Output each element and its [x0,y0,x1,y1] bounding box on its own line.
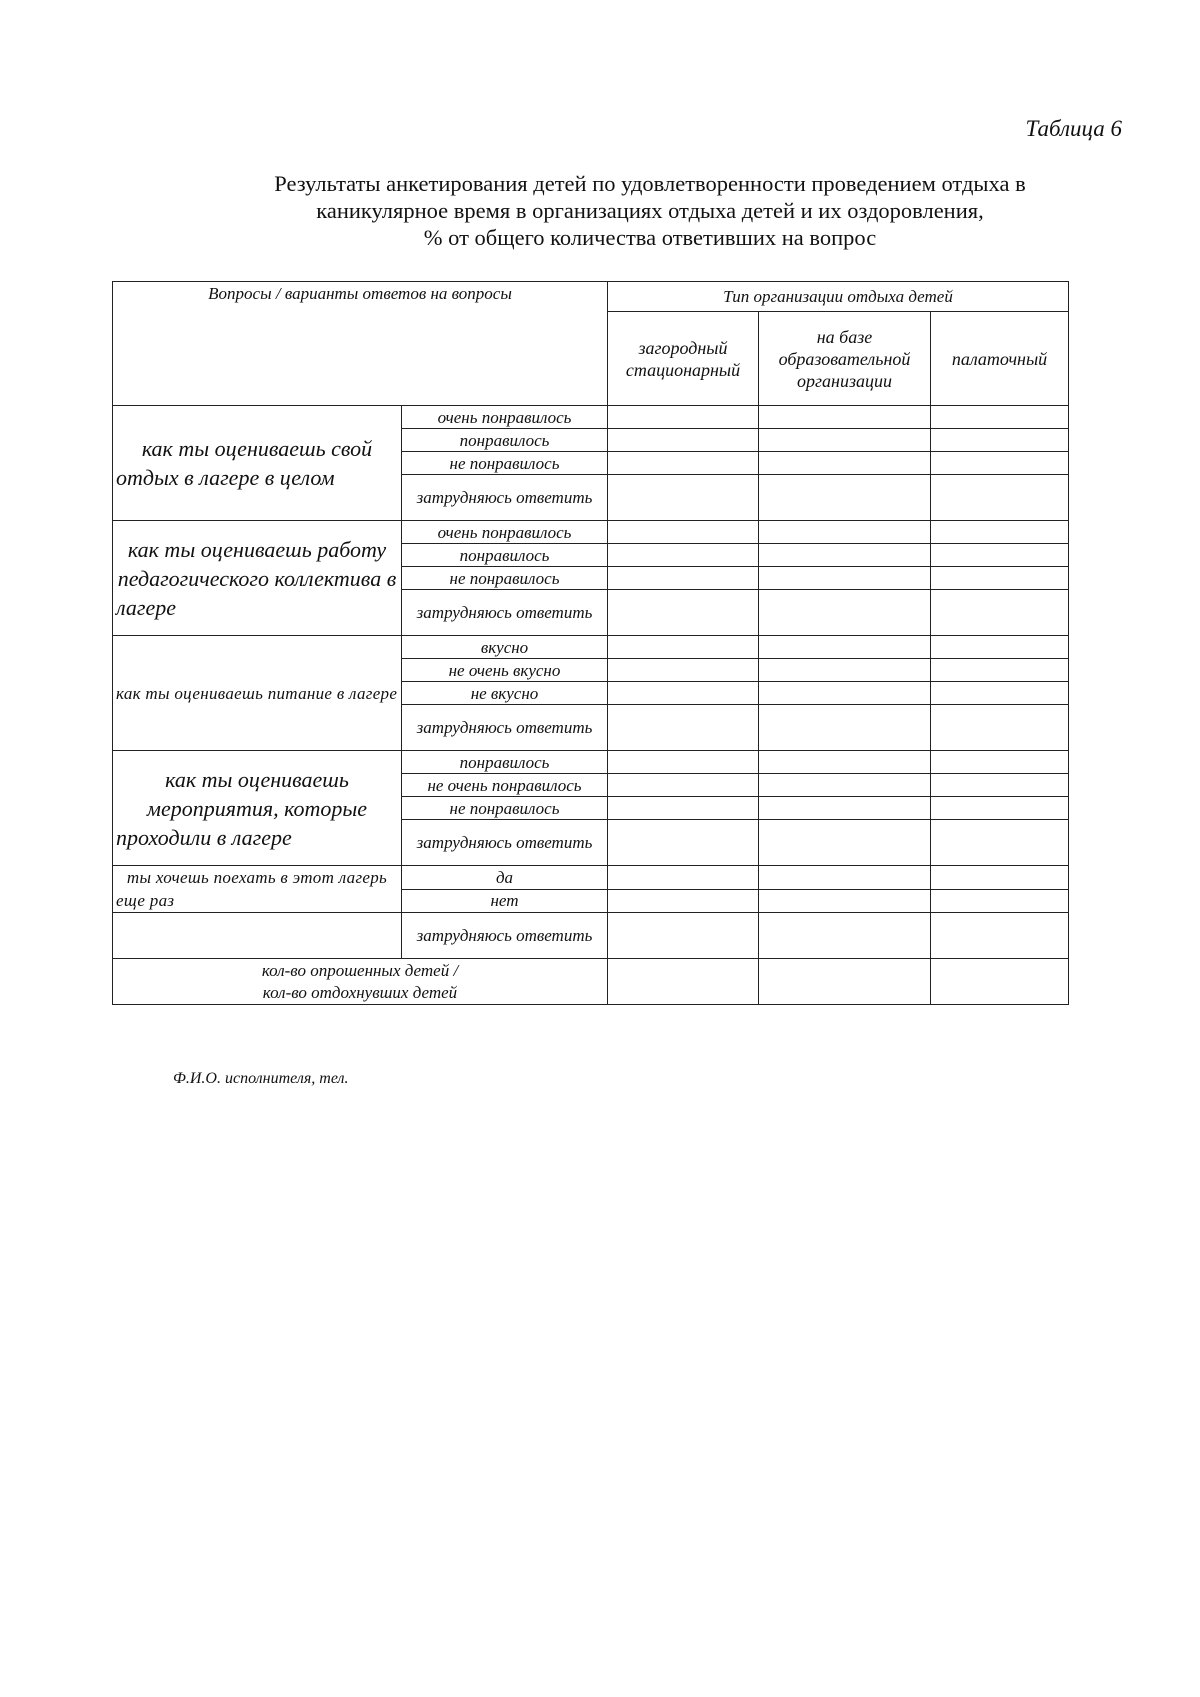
value-cell[interactable] [931,751,1069,774]
question-cell: как ты оцениваешь питание в лагере [113,636,402,751]
value-cell[interactable] [931,406,1069,429]
question-cell: как ты оцениваешь работу педагогического коллектива в лагере [113,521,402,636]
value-cell[interactable] [608,590,759,636]
value-cell[interactable] [931,959,1069,1005]
table-header-row [113,282,1069,312]
title-line-3: % от общего количества ответивших на вопрос [423,225,877,250]
value-cell[interactable] [608,705,759,751]
answer-cell: не понравилось [402,567,608,590]
answer-cell: не понравилось [402,452,608,475]
value-cell[interactable] [608,820,759,866]
table-row [113,913,1069,959]
value-cell[interactable] [759,429,931,452]
value-cell[interactable] [759,774,931,797]
value-cell[interactable] [931,590,1069,636]
table-row [113,866,1069,890]
value-cell[interactable] [759,751,931,774]
value-cell[interactable] [608,406,759,429]
value-cell[interactable] [931,705,1069,751]
answer-cell: очень понравилось [402,406,608,429]
value-cell[interactable] [759,866,931,890]
value-cell[interactable] [931,820,1069,866]
header-questions: Вопросы / варианты ответов на вопросы [113,282,608,406]
value-cell[interactable] [759,820,931,866]
value-cell[interactable] [931,636,1069,659]
value-cell[interactable] [759,567,931,590]
value-cell[interactable] [931,475,1069,521]
value-cell[interactable] [759,705,931,751]
value-cell[interactable] [608,659,759,682]
answer-cell: затрудняюсь ответить [402,820,608,866]
answer-cell: затрудняюсь ответить [402,913,608,959]
title-line-1: Результаты анкетирования детей по удовлетворенности проведением отдыха в [274,171,1026,196]
answer-cell: вкусно [402,636,608,659]
table-row [113,521,1069,544]
answer-cell: не вкусно [402,682,608,705]
value-cell[interactable] [608,452,759,475]
value-cell[interactable] [931,521,1069,544]
value-cell[interactable] [608,774,759,797]
answer-cell: не очень вкусно [402,659,608,682]
value-cell[interactable] [931,774,1069,797]
value-cell[interactable] [608,889,759,913]
value-cell[interactable] [608,636,759,659]
value-cell[interactable] [608,913,759,959]
value-cell[interactable] [931,682,1069,705]
answer-cell: не понравилось [402,797,608,820]
answer-cell: да [402,866,608,890]
value-cell[interactable] [759,406,931,429]
question-cell: как ты оцениваешь свой отдых в лагере в целом [113,406,402,521]
answer-cell: понравилось [402,751,608,774]
value-cell[interactable] [931,866,1069,890]
value-cell[interactable] [759,797,931,820]
table-number: Таблица 6 [1025,116,1122,141]
answer-cell: понравилось [402,429,608,452]
value-cell[interactable] [759,659,931,682]
empty-question-cell [113,913,402,959]
value-cell[interactable] [608,797,759,820]
header-col-educational-base: на базе образовательной организации [759,312,931,406]
question-cell: ты хочешь поехать в этот лагерь еще раз [113,866,402,913]
value-cell[interactable] [759,452,931,475]
question-cell: как ты оцениваешь мероприятия, которые проходили в лагере [113,751,402,866]
value-cell[interactable] [931,429,1069,452]
table-row [113,406,1069,429]
value-cell[interactable] [759,889,931,913]
header-org-type: Тип организации отдыха детей [608,282,1069,312]
value-cell[interactable] [608,866,759,890]
answer-cell: не очень понравилось [402,774,608,797]
value-cell[interactable] [931,567,1069,590]
table-row [113,636,1069,659]
header-col-country-stationary: загородный стационарный [608,312,759,406]
value-cell[interactable] [759,913,931,959]
answer-cell: затрудняюсь ответить [402,590,608,636]
value-cell[interactable] [759,475,931,521]
value-cell[interactable] [759,521,931,544]
value-cell[interactable] [931,889,1069,913]
value-cell[interactable] [608,751,759,774]
answer-cell: нет [402,889,608,913]
value-cell[interactable] [931,452,1069,475]
value-cell[interactable] [759,959,931,1005]
title-line-2: каникулярное время в организациях отдыха детей и их оздоровления, [316,198,984,223]
value-cell[interactable] [759,636,931,659]
value-cell[interactable] [608,544,759,567]
document-title [200,170,1100,251]
value-cell[interactable] [759,544,931,567]
answer-cell: понравилось [402,544,608,567]
total-label-cell: кол-во опрошенных детей / кол-во отдохнувших детей [113,959,608,1005]
header-col-tent: палаточный [931,312,1069,406]
value-cell[interactable] [608,521,759,544]
value-cell[interactable] [608,429,759,452]
answer-cell: затрудняюсь ответить [402,705,608,751]
value-cell[interactable] [759,682,931,705]
table-row [113,751,1069,774]
value-cell[interactable] [931,913,1069,959]
value-cell[interactable] [608,682,759,705]
value-cell[interactable] [931,659,1069,682]
footer-executor: Ф.И.О. исполнителя, тел. [173,1070,349,1087]
survey-table [112,281,1069,1005]
answer-cell: очень понравилось [402,521,608,544]
answer-cell: затрудняюсь ответить [402,475,608,521]
table-row-total [113,959,1069,1005]
value-cell[interactable] [759,590,931,636]
value-cell[interactable] [931,797,1069,820]
value-cell[interactable] [931,544,1069,567]
value-cell[interactable] [608,475,759,521]
value-cell[interactable] [608,567,759,590]
value-cell[interactable] [608,959,759,1005]
